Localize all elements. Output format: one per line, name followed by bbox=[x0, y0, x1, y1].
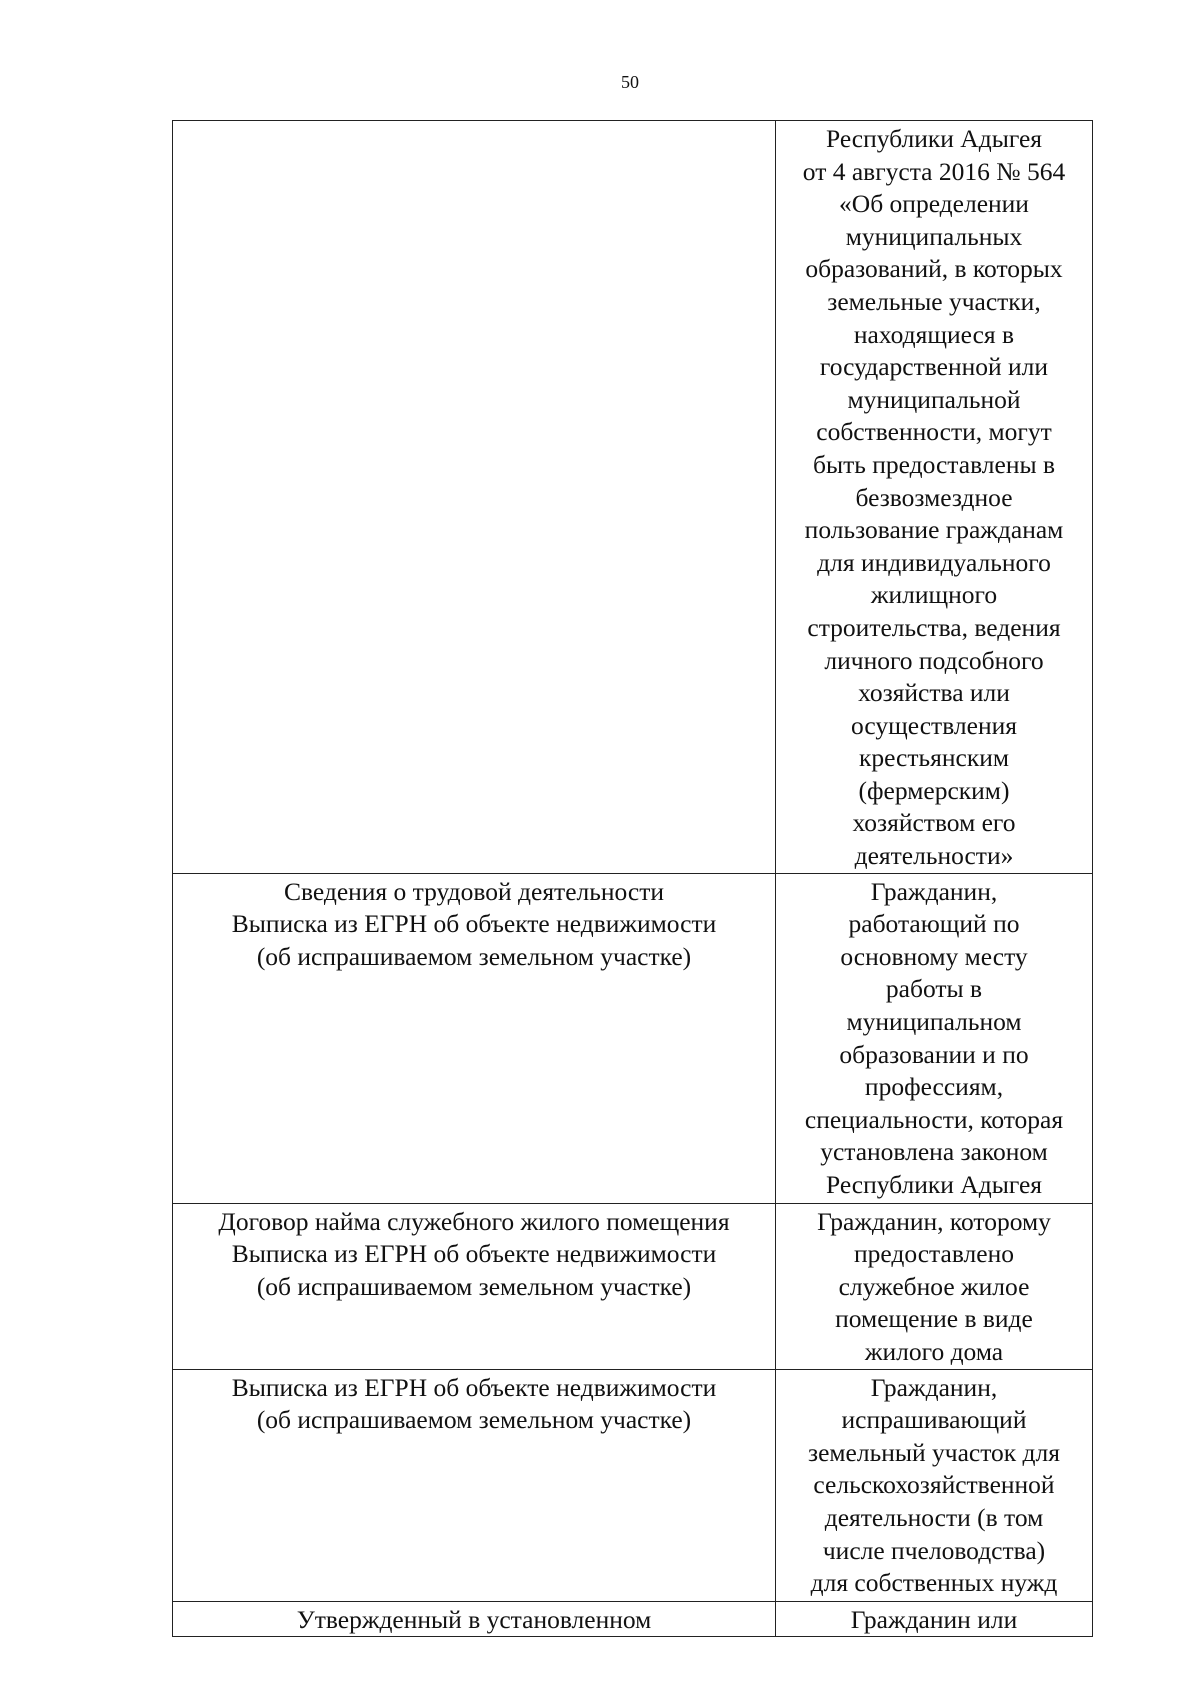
applicant-category-cell bbox=[776, 1369, 1093, 1601]
cell-text-line: служебное жилое bbox=[838, 1271, 1030, 1301]
cell-text-line: муниципальном bbox=[846, 1007, 1022, 1037]
table-row bbox=[173, 873, 1093, 1203]
table-row bbox=[173, 121, 1093, 874]
document-table bbox=[172, 120, 1093, 1637]
cell-text-line: осуществления bbox=[851, 710, 1017, 740]
cell-text-line: «Об определении bbox=[839, 189, 1029, 219]
cell-text-line: муниципальной bbox=[847, 384, 1021, 414]
cell-text-line: Договор найма служебного жилого помещения bbox=[218, 1206, 730, 1236]
cell-text-line: (об испрашиваемом земельном участке) bbox=[256, 941, 692, 971]
applicant-category-cell bbox=[776, 873, 1093, 1203]
cell-text-line: безвозмездное bbox=[855, 482, 1013, 512]
cell-text-line: для собственных нужд bbox=[810, 1568, 1058, 1598]
cell-text-line: собственности, могут bbox=[816, 417, 1052, 447]
cell-text-line: муниципальных bbox=[845, 221, 1023, 251]
documents-cell bbox=[173, 1369, 776, 1601]
cell-text-line: основному месту bbox=[840, 941, 1028, 971]
table-row bbox=[173, 1203, 1093, 1369]
cell-text-line: государственной или bbox=[819, 352, 1049, 382]
cell-text-line: Утвержденный в установленном bbox=[296, 1604, 652, 1634]
cell-text-line: находящиеся в bbox=[853, 319, 1015, 349]
documents-cell bbox=[173, 121, 776, 874]
table-row bbox=[173, 1369, 1093, 1601]
cell-text-line: Гражданин или bbox=[850, 1604, 1018, 1634]
cell-text-line: деятельности (в том bbox=[824, 1503, 1044, 1533]
cell-text-line: хозяйством его bbox=[852, 808, 1016, 838]
cell-text-line: для индивидуального bbox=[817, 547, 1051, 577]
cell-text-line: Выписка из ЕГРН об объекте недвижимости bbox=[231, 1372, 717, 1402]
cell-text-line: жилищного bbox=[870, 580, 998, 610]
cell-text-line: деятельности» bbox=[854, 841, 1014, 871]
cell-text-line: числе пчеловодства) bbox=[822, 1535, 1046, 1565]
cell-text-line: установлена законом bbox=[820, 1137, 1048, 1167]
cell-text-line: строительства, ведения bbox=[807, 612, 1061, 642]
documents-cell bbox=[173, 1203, 776, 1369]
cell-text-line: (об испрашиваемом земельном участке) bbox=[256, 1271, 692, 1301]
documents-cell bbox=[173, 873, 776, 1203]
cell-text-line: Выписка из ЕГРН об объекте недвижимости bbox=[231, 909, 717, 939]
applicant-category-cell bbox=[776, 1203, 1093, 1369]
cell-text-line: быть предоставлены в bbox=[812, 449, 1056, 479]
cell-text-line: испрашивающий bbox=[841, 1405, 1027, 1435]
cell-text-line: земельный участок для bbox=[808, 1437, 1060, 1467]
cell-text-line: крестьянским bbox=[858, 743, 1010, 773]
cell-text-line: пользование гражданам bbox=[804, 515, 1064, 545]
cell-text-line: работающий по bbox=[848, 909, 1020, 939]
cell-text-line: специальности, которая bbox=[804, 1104, 1064, 1134]
cell-text-line: работы в bbox=[885, 974, 983, 1004]
cell-text-line: помещение в виде bbox=[835, 1304, 1033, 1334]
cell-text-line: образований, в которых bbox=[805, 254, 1063, 284]
page-number: 50 bbox=[621, 72, 639, 92]
cell-text-line: Республики Адыгея bbox=[826, 1170, 1042, 1199]
cell-text-line: Гражданин, bbox=[870, 1372, 998, 1402]
cell-text-line: от 4 августа 2016 № 564 bbox=[802, 156, 1066, 186]
cell-text-line: образовании и по bbox=[839, 1039, 1029, 1069]
cell-text-line: (фермерским) bbox=[858, 775, 1010, 805]
applicant-category-cell bbox=[776, 1601, 1093, 1637]
cell-text-line: Выписка из ЕГРН об объекте недвижимости bbox=[231, 1239, 717, 1269]
table-row bbox=[173, 1601, 1093, 1637]
cell-text-line: земельные участки, bbox=[827, 286, 1041, 316]
cell-text-line: предоставлено bbox=[854, 1239, 1014, 1269]
cell-text-line: Гражданин, bbox=[870, 876, 998, 906]
cell-text-line: (об испрашиваемом земельном участке) bbox=[256, 1405, 692, 1435]
documents-cell bbox=[173, 1601, 776, 1637]
cell-text-line: личного подсобного bbox=[824, 645, 1044, 675]
cell-text-line: жилого дома bbox=[864, 1337, 1004, 1367]
applicant-category-cell bbox=[776, 121, 1093, 874]
cell-text-line: профессиям, bbox=[864, 1072, 1004, 1102]
cell-text-line: хозяйства или bbox=[858, 678, 1010, 708]
cell-text-line: Сведения о трудовой деятельности bbox=[283, 876, 665, 906]
cell-text-line: Гражданин, которому bbox=[817, 1206, 1051, 1236]
cell-text-line: сельскохозяйственной bbox=[813, 1470, 1055, 1500]
cell-text-line: Республики Адыгея bbox=[826, 124, 1042, 153]
